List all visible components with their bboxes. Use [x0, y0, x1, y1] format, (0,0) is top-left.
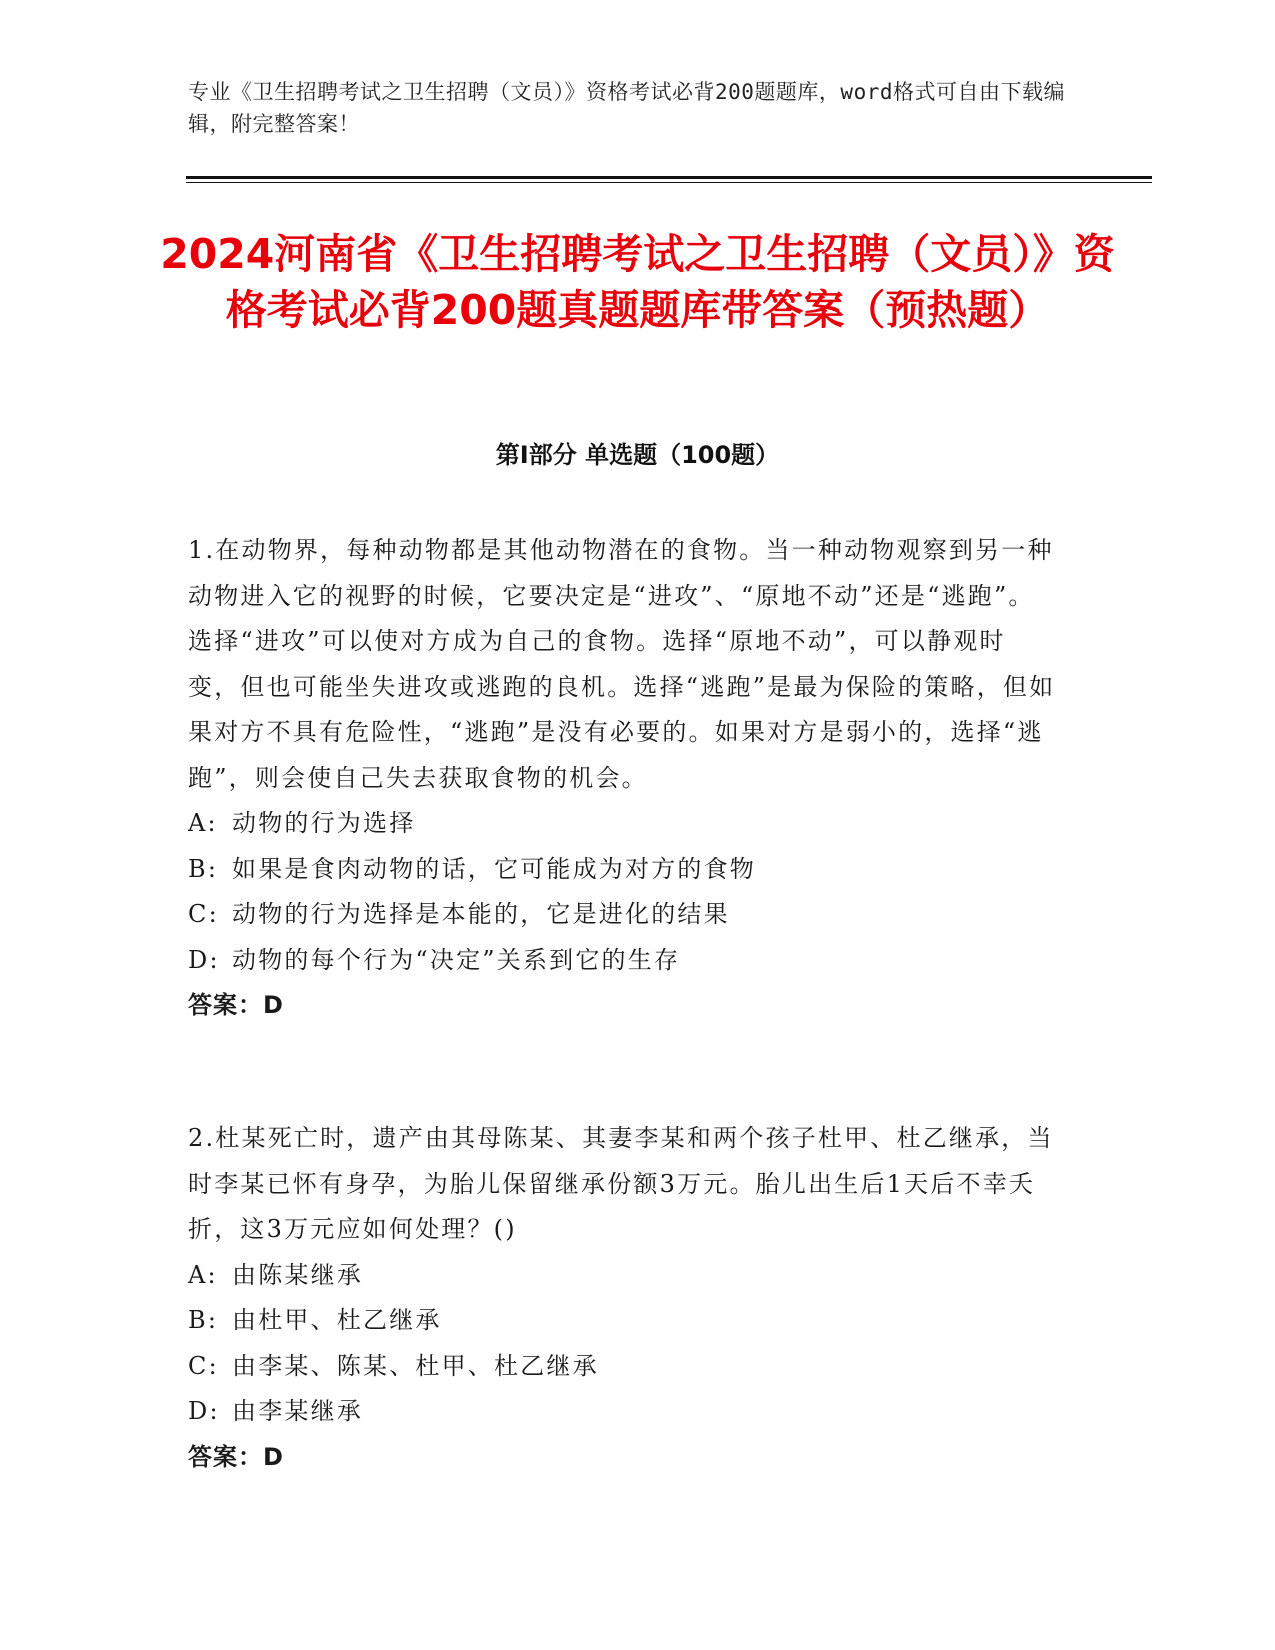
header-note: 专业《卫生招聘考试之卫生招聘（文员）》资格考试必背200题题库，word格式可自由下载编辑，附完整答案！ [188, 80, 1065, 136]
question-1 [188, 528, 1058, 1029]
option-label: C: [188, 900, 219, 928]
option-a [188, 801, 1058, 847]
option-text: 由李某、陈某、杜甲、杜乙继承 [232, 1351, 599, 1380]
option-text: 由李某继承 [232, 1397, 363, 1425]
option-c [188, 1344, 1058, 1390]
option-label: B: [188, 854, 219, 883]
option-b [188, 847, 1058, 893]
option-c [188, 892, 1058, 938]
section-title: 第Ⅰ部分 单选题（100题） [495, 441, 780, 469]
option-text: 由杜甲、杜乙继承 [232, 1306, 442, 1334]
header-divider-thick [186, 176, 1152, 179]
document-title: 2024河南省《卫生招聘考试之卫生招聘（文员）》资格考试必背200题真题题库带答案（预热题） [160, 230, 1115, 334]
option-text: 动物的每个行为“决定”关系到它的生存 [232, 945, 681, 974]
option-text: 动物的行为选择 [232, 809, 416, 837]
answer-line: 答案：D [188, 1442, 284, 1471]
header-divider-thin [186, 182, 1152, 183]
answer-line: 答案：D [188, 991, 284, 1019]
option-text: 由陈某继承 [232, 1260, 363, 1289]
option-text: 动物的行为选择是本能的，它是进化的结果 [232, 900, 730, 928]
question-2 [188, 1116, 1058, 1480]
option-d [188, 1389, 1058, 1435]
option-label: C: [188, 1351, 219, 1380]
option-label: A: [188, 809, 218, 837]
option-d [188, 938, 1058, 984]
question-stem: 1.在动物界，每种动物都是其他动物潜在的食物。当一种动物观察到另一种动物进入它的视野的时候，它要决定是“进攻”、“原地不动”还是“逃跑”。选择“进攻”可以使对方成为自己的食物。选择“原地不动”，可以静观时变，但也可能坐失进攻或逃跑的良机。选择“逃跑”是最为保险的策略，但如果对方不具有危险性，“逃跑”是没有必要的。如果对方是弱小的，选择“逃跑”，则会使自己失去获取食物的机会。 [188, 536, 1056, 792]
option-label: B: [188, 1306, 219, 1334]
option-a [188, 1253, 1058, 1299]
option-label: D: [188, 1397, 220, 1425]
option-label: A: [188, 1260, 218, 1289]
option-text: 如果是食肉动物的话，它可能成为对方的食物 [232, 854, 756, 883]
question-stem: 2.杜某死亡时，遗产由其母陈某、其妻李某和两个孩子杜甲、杜乙继承，当时李某已怀有身孕，为胎儿保留继承份额3万元。胎儿出生后1天后不幸夭折，这3万元应如何处理？() [188, 1124, 1054, 1243]
option-b [188, 1298, 1058, 1344]
option-label: D: [188, 945, 220, 974]
